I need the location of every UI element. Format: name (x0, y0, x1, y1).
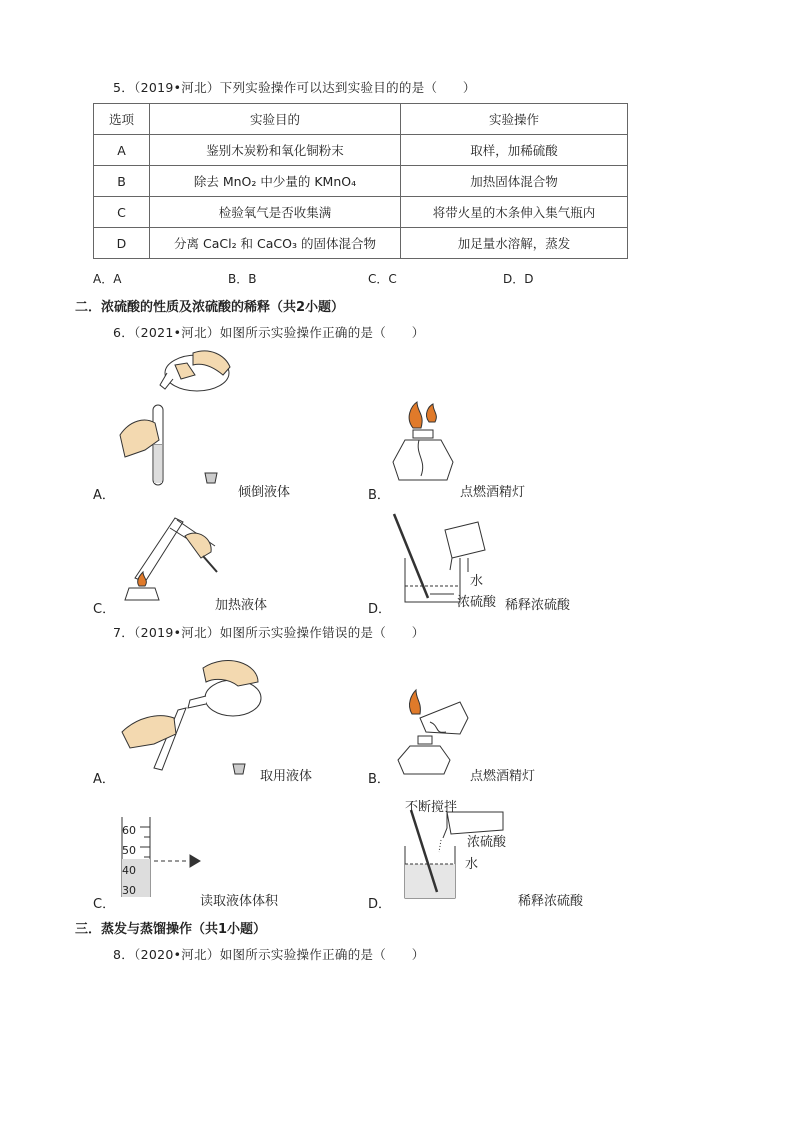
table-cell: 取样，加稀硫酸 (401, 135, 628, 166)
cylinder-scale (122, 821, 136, 901)
q6-d-letter[interactable]: D． (368, 602, 392, 617)
q6-d-label: 稀释浓硫酸 (505, 598, 571, 613)
q7-b-figure (390, 688, 480, 778)
q7-d-figure (395, 808, 515, 903)
section-heading-3: 三．蒸发与蒸馏操作（共1小题） (75, 922, 267, 937)
table-cell: 加足量水溶解，蒸发 (401, 228, 628, 259)
table-row (94, 166, 628, 197)
q6-b-figure (385, 400, 465, 495)
q5-option-b[interactable]: B．B (228, 272, 257, 286)
scale-label: 30 (122, 884, 136, 897)
q7-a-letter[interactable]: A． (93, 772, 115, 787)
q6-a-letter[interactable]: A． (93, 488, 115, 503)
table-header: 实验操作 (401, 104, 628, 135)
table-row (94, 197, 628, 228)
table-cell: 分离 CaCl₂ 和 CaCO₃ 的固体混合物 (150, 228, 401, 259)
q6-c-label: 加热液体 (215, 598, 268, 613)
q5-table (93, 103, 628, 259)
table-header-row (94, 104, 628, 135)
table-header: 实验目的 (150, 104, 401, 135)
q6-a-label: 倾倒液体 (238, 485, 291, 500)
scale-label: 50 (122, 844, 136, 857)
scale-label: 60 (122, 824, 136, 837)
table-cell: B (94, 166, 150, 197)
q6-c-figure (115, 508, 225, 608)
q7-b-label: 点燃酒精灯 (470, 769, 536, 784)
q7-d-label: 稀释浓硫酸 (518, 894, 584, 909)
q7-b-letter[interactable]: B． (368, 772, 390, 787)
q6-d-acid-label: 浓硫酸 (457, 595, 497, 610)
q5-option-a[interactable]: A．A (93, 272, 122, 286)
q6-b-label: 点燃酒精灯 (460, 485, 526, 500)
q7-d-water-label: 水 (465, 857, 479, 872)
table-cell: A (94, 135, 150, 166)
table-cell: 将带火星的木条伸入集气瓶内 (401, 197, 628, 228)
q7-a-label: 取用液体 (260, 769, 313, 784)
table-cell: 加热固体混合物 (401, 166, 628, 197)
q5-option-d[interactable]: D．D (503, 272, 534, 286)
section-heading-2: 二．浓硫酸的性质及浓硫酸的稀释（共2小题） (75, 300, 345, 315)
q7-d-letter[interactable]: D． (368, 897, 392, 912)
q6-b-letter[interactable]: B． (368, 488, 390, 503)
q7-d-stir-label: 不断搅拌 (405, 800, 458, 815)
q6-c-letter[interactable]: C． (93, 602, 116, 617)
q7-stem: 7．（2019•河北）如图所示实验操作错误的是（ ） (113, 625, 425, 640)
q7-a-figure (118, 648, 278, 778)
table-cell: D (94, 228, 150, 259)
table-row (94, 228, 628, 259)
q6-stem: 6．（2021•河北）如图所示实验操作正确的是（ ） (113, 325, 425, 340)
q6-a-figure (115, 345, 245, 495)
scale-label: 40 (122, 864, 136, 877)
table-row (94, 135, 628, 166)
q7-c-label: 读取液体体积 (200, 894, 279, 909)
table-cell: 检验氧气是否收集满 (150, 197, 401, 228)
q5-option-c[interactable]: C．C (368, 272, 397, 286)
q5-stem: 5．（2019•河北）下列实验操作可以达到实验目的的是（ ） (113, 80, 476, 95)
table-cell: C (94, 197, 150, 228)
q6-d-water-label: 水 (470, 574, 484, 589)
table-header: 选项 (94, 104, 150, 135)
q7-d-acid-label: 浓硫酸 (467, 835, 507, 850)
q7-c-letter[interactable]: C． (93, 897, 116, 912)
table-cell: 除去 MnO₂ 中少量的 KMnO₄ (150, 166, 401, 197)
q8-stem: 8．（2020•河北）如图所示实验操作正确的是（ ） (113, 947, 425, 962)
table-cell: 鉴别木炭粉和氧化铜粉末 (150, 135, 401, 166)
